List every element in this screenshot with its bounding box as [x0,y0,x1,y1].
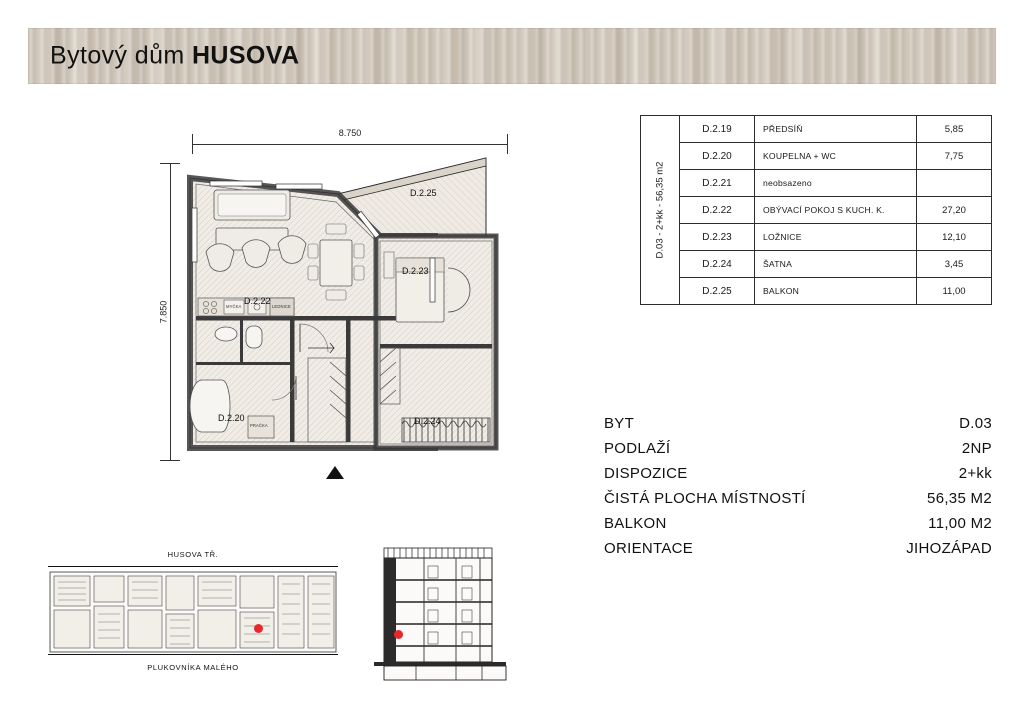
dimension-top-label: 8.750 [335,128,366,138]
room-code: D.2.25 [680,278,755,305]
summary-row-orientace [604,540,992,565]
header-banner [28,28,996,84]
room-code: D.2.21 [680,170,755,197]
room-area: 3,45 [917,251,992,278]
page-title-bold: HUSOVA [191,41,300,70]
summary-value: 2NP [961,440,992,457]
summary-row-byt [604,415,992,440]
summary-value: 2+kk [958,465,992,482]
appliance-label-lednice: LEDNICE [272,304,291,309]
dimension-left-label: 7.850 [158,297,168,328]
room-code: D.2.19 [680,116,755,143]
apartment-summary [604,415,992,565]
page-title [50,42,299,71]
room-area: 27,20 [917,197,992,224]
page-title-light: Bytový dům [50,41,192,70]
summary-value: 56,35 M2 [927,490,992,507]
room-name: neobsazeno [755,170,917,197]
summary-row-balkon [604,515,992,540]
table-row [641,251,992,278]
room-name: PŘEDSÍŇ [755,116,917,143]
room-area: 12,10 [917,224,992,251]
room-name: OBÝVACÍ POKOJ S KUCH. K. [755,197,917,224]
room-name: LOŽNICE [755,224,917,251]
room-name: ŠATNA [755,251,917,278]
room-label-d222: D.2.22 [244,296,271,306]
site-plan [48,548,338,673]
room-area: 11,00 [917,278,992,305]
dimension-line [170,163,171,461]
summary-key: DISPOZICE [604,465,688,482]
summary-row-dispozice [604,465,992,490]
site-plan-drawing [48,570,338,654]
table-row [641,278,992,305]
table-row [641,143,992,170]
dimension-left [154,163,178,461]
room-schedule-table [640,115,992,305]
room-area [917,170,992,197]
room-code: D.2.24 [680,251,755,278]
north-arrow-icon [326,466,344,479]
street-line-bottom [48,654,338,655]
room-label-d225: D.2.25 [410,188,437,198]
table-row [641,116,992,143]
dimension-tick-top [160,163,180,164]
table-row [641,224,992,251]
street-label-bottom: PLUKOVNÍKA MALÉHO [147,663,239,672]
room-label-d220: D.2.20 [218,413,245,423]
room-area: 7,75 [917,143,992,170]
floor-plan [140,118,540,488]
table-row [641,170,992,197]
room-code: D.2.23 [680,224,755,251]
building-section-drawing [370,542,522,684]
summary-key: BALKON [604,515,667,532]
summary-key: ČISTÁ PLOCHA MÍSTNOSTÍ [604,490,806,507]
street-label-top: HUSOVA TŘ. [167,550,219,559]
dimension-line [192,144,508,145]
dimension-tick-bottom [160,460,180,461]
room-label-d223: D.2.23 [402,266,429,276]
room-area: 5,85 [917,116,992,143]
table-row [641,197,992,224]
building-section [370,542,522,684]
summary-key: BYT [604,415,635,432]
dimension-top [192,128,508,150]
summary-row-podlazi [604,440,992,465]
appliance-label-pracka: PRAČKA [250,423,268,428]
summary-value: JIHOZÁPAD [906,540,992,557]
summary-key: PODLAŽÍ [604,440,671,457]
summary-value: D.03 [959,415,992,432]
room-code: D.2.20 [680,143,755,170]
room-code: D.2.22 [680,197,755,224]
street-line-top [48,566,338,567]
apartment-side-label: D.03 - 2+kk - 56,35 m2 [641,116,680,305]
summary-key: ORIENTACE [604,540,694,557]
room-label-d224: D.2.24 [414,416,441,426]
summary-value: 11,00 M2 [928,515,992,532]
room-name: BALKON [755,278,917,305]
room-name: KOUPELNA + WC [755,143,917,170]
section-location-marker-icon [394,630,403,639]
appliance-label-mycka: MYČKA [226,304,242,309]
site-location-marker-icon [254,624,263,633]
summary-row-cista-plocha [604,490,992,515]
